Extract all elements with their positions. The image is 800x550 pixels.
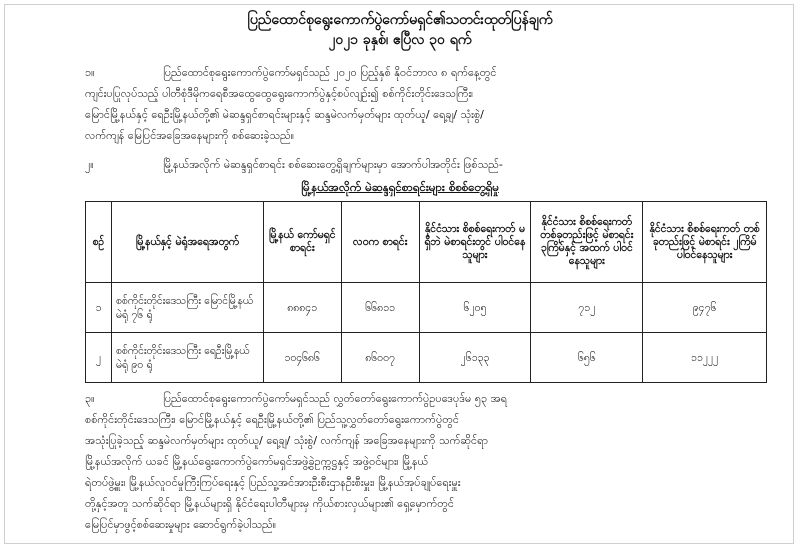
paragraph-line: မြို့နယ်အလိုက် ယခင် မြို့နယ်ရွေးကောက်ပွဲကော်မရှင်အဖွဲ့ခွဲဥက္ကဋ္ဌနှင့် အဖွဲ့ဝင်များ၊ မြို့နယ် [85, 455, 429, 468]
column-header: စဉ် [86, 202, 112, 283]
table-cell: စစ်ကိုင်းတိုင်းဒေသကြီး ရေဦးမြို့နယ် မဲရုံ ၉၀ ရုံ [111, 333, 263, 383]
table-cell: ၉၄၇၆ [643, 283, 767, 333]
paragraph-line: မြောင်မြို့နယ်နှင့် ရေဦးမြို့နယ်တို့၏ မဲဆန္ဒရှင်စာရင်းများနှင့် ဆန္ဒမဲလက်မှတ်များ ထုတ်ယူ/ ရေ့ချ/ သုံးစွဲ/ [85, 108, 484, 121]
document-date: ၂၀၂၁ ခုနှစ်၊ ဧပြီလ ၃၀ ရက် [328, 32, 472, 48]
column-header: နိုင်ငံသား စိစစ်ရေးကတ် မရှိဘဲ မဲစာရင်းတွင် ပါဝင်နေသူများ [419, 202, 531, 283]
paragraph-line: စစ်ကိုင်းတိုင်းဒေသကြီး၊ မြောင်မြို့နယ်နှင့် ရေဦးမြို့နယ်တို့၏ ပြည်သူ့လွှတ်တော်ရွေးကောက်ပွဲတွင် [85, 413, 460, 426]
paragraph-number: ၂။ [85, 158, 94, 171]
paragraph-first-line: ပြည်ထောင်စုရွေးကောက်ပွဲကော်မရှင်သည် လွှတ်တော်ရွေးကောက်ပွဲဥပဒေပုဒ်မ ၅၃ အရ [163, 392, 508, 405]
paragraph-line: ကျင်းပပြုလုပ်သည့် ပါတီစုံဒီမိုကရေစီအထွေထွေရွေးကောက်ပွဲနှင့်စပ်လျဉ်း၍ စစ်ကိုင်းတိုင်းဒေသကြီး၊ [85, 87, 473, 100]
paragraph-1 [85, 62, 765, 148]
table-title: မြို့နယ်အလိုက် မဲဆန္ဒရှင်စာရင်းများ စိစစ်တွေ့ရှိမှု [301, 180, 499, 194]
table-cell: ၁၀၄၆၈၆ [263, 333, 341, 383]
table-header-row [86, 202, 767, 283]
paragraph-line: ရဲတပ်ဖွဲ့မှူး၊ မြို့နယ်လူဝင်မှုကြီးကြပ်ရေးနှင့် ပြည်သူ့အင်အားဦးစီးဌာနဦးစီးမှူး၊ မြို့နယ်အုပ်ချုပ်ရေးမှူး [85, 476, 461, 489]
paragraph-3 [85, 388, 765, 538]
table-cell: ၂၆၁၃၃ [419, 333, 531, 383]
column-header: နိုင်ငံသား စိစစ်ရေးကတ် တစ်ခုတည်းဖြင့် မဲစာရင်း ၃ကြိမ်နှင့် အထက် ပါဝင်နေသူများ [531, 202, 643, 283]
paragraph-first-line: ပြည်ထောင်စုရွေးကောက်ပွဲကော်မရှင်သည် ၂၀၂၀ ပြည့်နှစ် နိုဝင်ဘာလ ၈ ရက်နေ့တွင် [163, 66, 497, 79]
table-cell: ၂ [86, 333, 112, 383]
paragraph-number: ၁။ [85, 66, 95, 79]
table-cell: ၆၆၈၁၁ [341, 283, 419, 333]
table-row [86, 283, 767, 333]
paragraph-line: အသုံးပြုခဲ့သည့် ဆန္ဒမဲလက်မှတ်များ ထုတ်ယူ/ ရေ့ချ/ သုံးစွဲ/ လက်ကျန် အခြေအနေများကို သက်ဆိုင်ရာ [85, 434, 488, 447]
paragraph-number: ၃။ [85, 392, 95, 405]
results-table [85, 201, 767, 383]
column-header: လဝက စာရင်း [341, 202, 419, 283]
column-header: မြို့နယ်နှင့် မဲရုံအရေအတွက် [111, 202, 263, 283]
table-cell: ၇၁၂ [531, 283, 643, 333]
document-title: ပြည်ထောင်စုရွေးကောက်ပွဲကော်မရှင်၏သတင်းထုတ်ပြန်ချက် [247, 12, 553, 28]
paragraph-line: မြေပြင်မှာဖွင့်စစ်ဆေးမှုများ ဆောင်ရွက်ခဲ့ပါသည်။ [85, 518, 277, 531]
table-cell: ၁ [86, 283, 112, 333]
table-cell: ၈၆၀၀၇ [341, 333, 419, 383]
table-cell: ၈၈၈၄၁ [263, 283, 341, 333]
paragraph-body [85, 409, 765, 535]
table-cell: ၆၅၆ [531, 333, 643, 383]
paragraph-first-line: မြို့နယ်အလိုက် မဲဆန္ဒရှင်စာရင်း စစ်ဆေးတွေ့ရှိချက်များမှာ အောက်ပါအတိုင်း ဖြစ်သည်- [163, 158, 503, 171]
table-row [86, 333, 767, 383]
paragraph-2 [85, 154, 765, 176]
table-cell: ၁၁၂၂၂ [643, 333, 767, 383]
table-cell: စစ်ကိုင်းတိုင်းဒေသကြီး မြောင်မြို့နယ် မဲရုံ ၇၆ ရုံ [111, 283, 263, 333]
table-cell: ၆၂၀၅ [419, 283, 531, 333]
column-header: နိုင်ငံသား စိစစ်ရေးကတ် တစ်ခုတည်းဖြင့် မဲစာရင်း ၂ကြိမ် ပါဝင်နေသူများ [643, 202, 767, 283]
paragraph-body [85, 83, 765, 146]
paragraph-line: တို့နှင့်အတူ သက်ဆိုင်ရာ မြို့နယ်များရှိ နိုင်ငံရေးပါတီများမှ ကိုယ်စားလှယ်များ၏ ရှေ့မှောက်တွင် [85, 497, 455, 510]
paragraph-line: လက်ကျန် မြေပြင်အခြေအနေများကို စစ်ဆေးခဲ့သည်။ [85, 129, 295, 142]
column-header: မြို့နယ် ကော်မရှင် စာရင်း [263, 202, 341, 283]
